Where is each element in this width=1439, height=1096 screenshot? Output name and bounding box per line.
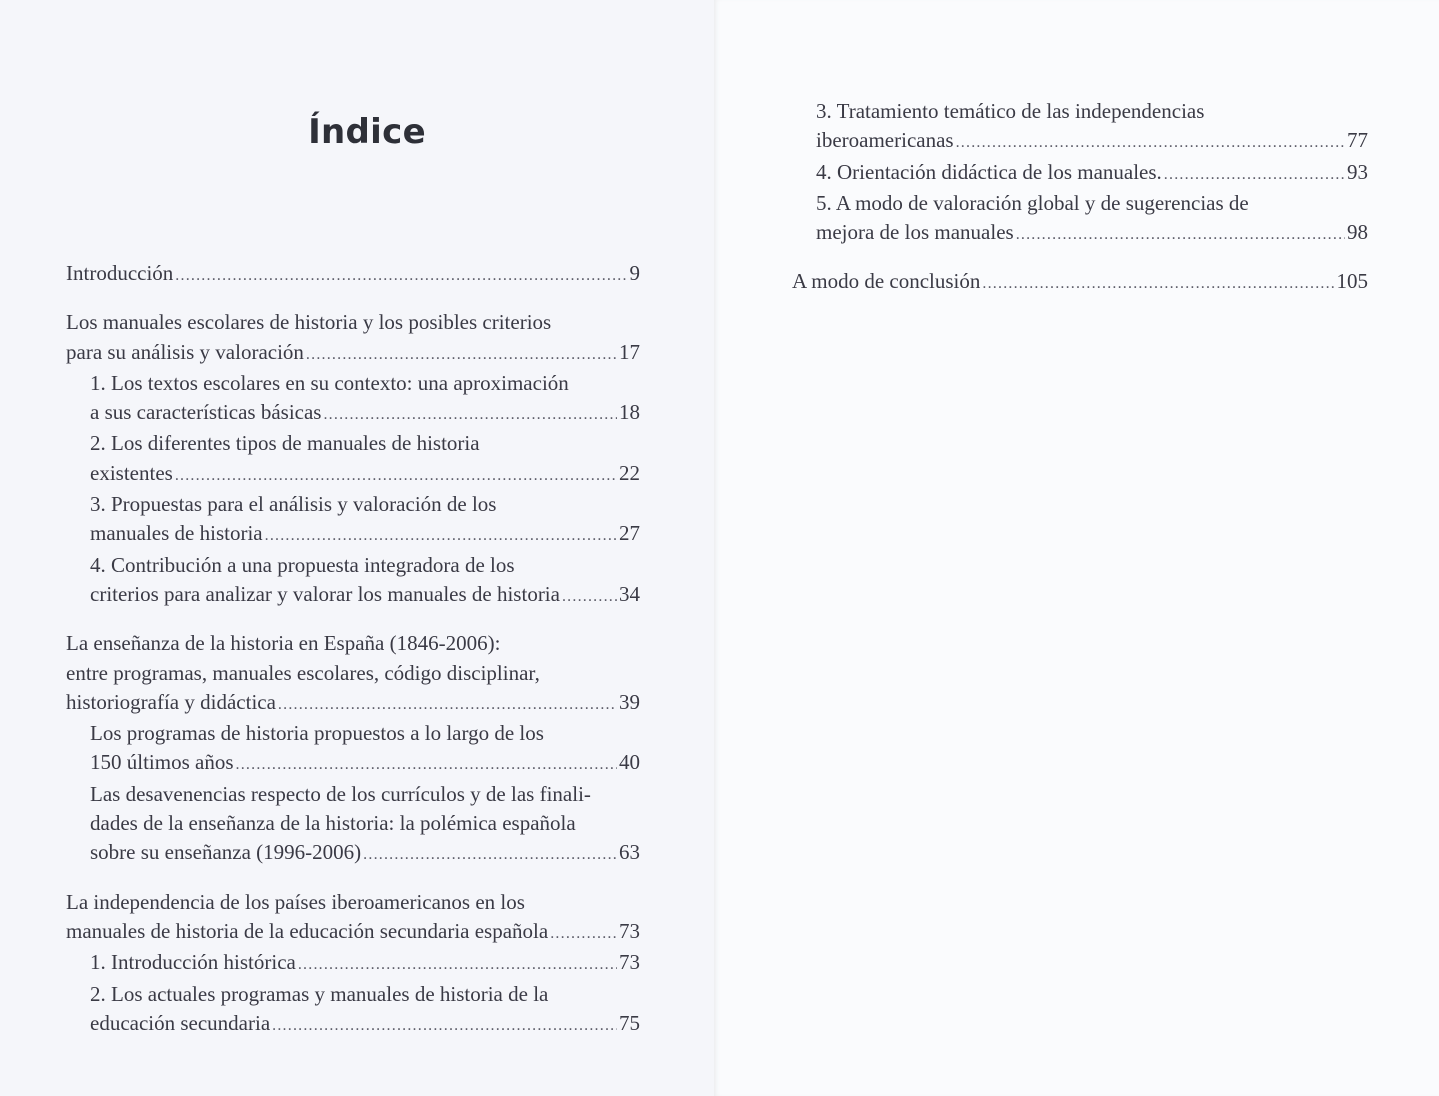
leader-dots [1016,220,1345,249]
leader-dots [1164,160,1345,189]
toc-subitem-entry [90,1009,640,1040]
leader-dots [272,1011,617,1040]
leader-dots [562,582,617,611]
toc-entry-text: 150 últimos años [90,750,234,775]
toc-entry-introduccion[interactable] [66,259,640,290]
toc-entry-text: manuales de historia [90,521,263,546]
page-number: 98 [1347,220,1368,245]
toc-subitem-line: 3. Propuestas para el análisis y valoración de los [90,492,497,517]
page-number: 9 [629,261,640,285]
toc-subitem[interactable] [66,369,640,430]
toc-subitem-line: 4. Contribución a una propuesta integradora de los [90,552,515,577]
page-number: 63 [619,840,640,865]
toc-entry-text: iberoamericanas [816,128,954,153]
page-number: 73 [619,918,640,943]
leader-dots [323,400,617,429]
toc-entry-conclusion[interactable] [792,267,1368,298]
toc-entry-text: educación secundaria [90,1010,271,1035]
toc-subitem-line: Los programas de historia propuestos a lo largo de los [90,721,544,746]
toc-subitem[interactable] [792,97,1368,158]
toc-entry-ensenanza[interactable] [66,688,640,719]
toc-entry-text: Introducción [66,261,174,285]
toc-subitem[interactable] [792,189,1368,250]
toc-section-manuales [66,308,640,611]
leader-dots [550,919,617,948]
page-number: 39 [619,689,640,714]
leader-dots [306,340,617,369]
toc-subitem[interactable] [66,551,640,612]
toc-subitem-line: dades de la enseñanza de la historia: la polémica española [90,811,576,836]
leader-dots [175,261,627,290]
toc-subitem-line: 3. Tratamiento temático de las independencias [816,99,1205,123]
toc-subitem-entry [90,398,640,429]
toc-subitem[interactable] [66,980,640,1041]
page-number: 105 [1336,269,1368,294]
page-number: 22 [619,460,640,485]
page-number: 34 [619,581,640,606]
toc-subitem[interactable] [66,490,640,551]
toc-entry-text: sobre su enseñanza (1996-2006) [90,840,362,865]
page-number: 93 [1347,159,1368,184]
toc-subitem-entry [90,580,640,611]
toc-subitem-line: Las desavenencias respecto de los currículos y de las finali- [90,781,591,806]
toc-entry-text: 1. Introducción histórica [90,950,296,975]
toc-entry-manuales[interactable] [66,338,640,369]
toc-section-intro [66,259,640,290]
leader-dots [363,840,617,869]
toc-subitem-line: 2. Los diferentes tipos de manuales de historia [90,431,480,456]
page-title: Índice [308,112,426,152]
toc-section-ensenanza [66,629,640,869]
toc-entry-text: criterios para analizar y valorar los manuales de historia [90,581,560,606]
leader-dots [982,269,1334,298]
toc-entry-text: mejora de los manuales [816,220,1014,245]
page-number: 27 [619,521,640,546]
page-number: 18 [619,400,640,425]
toc-entry-text: A modo de conclusión [792,269,981,294]
leader-dots [278,690,617,719]
toc-subitem[interactable] [792,158,1368,189]
toc-subitem[interactable] [66,948,640,979]
toc-subitem-line: 5. A modo de valoración global y de sugerencias de [816,190,1249,215]
leader-dots [956,128,1345,157]
toc-entry-text: existentes [90,460,173,485]
toc-subitem-entry [816,218,1368,249]
toc-subitem-line: 2. Los actuales programas y manuales de historia de la [90,981,549,1006]
toc-heading-line: La independencia de los países iberoamericanos en los [66,889,525,914]
leader-dots [175,461,617,490]
toc-entry-independencia[interactable] [66,917,640,948]
page-number: 75 [619,1010,640,1035]
page-number: 77 [1347,128,1368,153]
table-of-contents-left [66,259,640,1058]
toc-heading-line: entre programas, manuales escolares, código disciplinar, [66,660,540,685]
toc-subitem-entry [90,519,640,550]
toc-subitem-entry [816,158,1368,189]
toc-subitem[interactable] [66,780,640,870]
toc-entry-text: para su análisis y valoración [66,339,304,364]
toc-subitem-entry [90,748,640,779]
leader-dots [298,950,617,979]
toc-section-independencia [66,888,640,1040]
toc-subitem-entry [816,126,1368,157]
page-number: 73 [619,950,640,975]
page-number: 40 [619,750,640,775]
toc-subitem-line: 1. Los textos escolares en su contexto: una aproximación [90,370,569,395]
leader-dots [236,750,617,779]
table-of-contents-right [792,97,1368,299]
toc-entry-text: manuales de historia de la educación secundaria española [66,918,549,943]
toc-heading-line: Los manuales escolares de historia y los posibles criterios [66,310,552,335]
toc-subitem-entry [90,948,640,979]
page-number: 17 [619,339,640,364]
toc-entry-text: a sus características básicas [90,400,322,425]
toc-subitem[interactable] [66,429,640,490]
left-page [0,0,714,1096]
leader-dots [265,521,617,550]
toc-subitem-entry [90,459,640,490]
toc-entry-text: 4. Orientación didáctica de los manuales. [816,159,1162,184]
toc-subitem-entry [90,838,640,869]
toc-subitem[interactable] [66,719,640,780]
toc-entry-text: historiografía y didáctica [66,689,276,714]
toc-heading-line: La enseñanza de la historia en España (1846-2006): [66,631,501,656]
